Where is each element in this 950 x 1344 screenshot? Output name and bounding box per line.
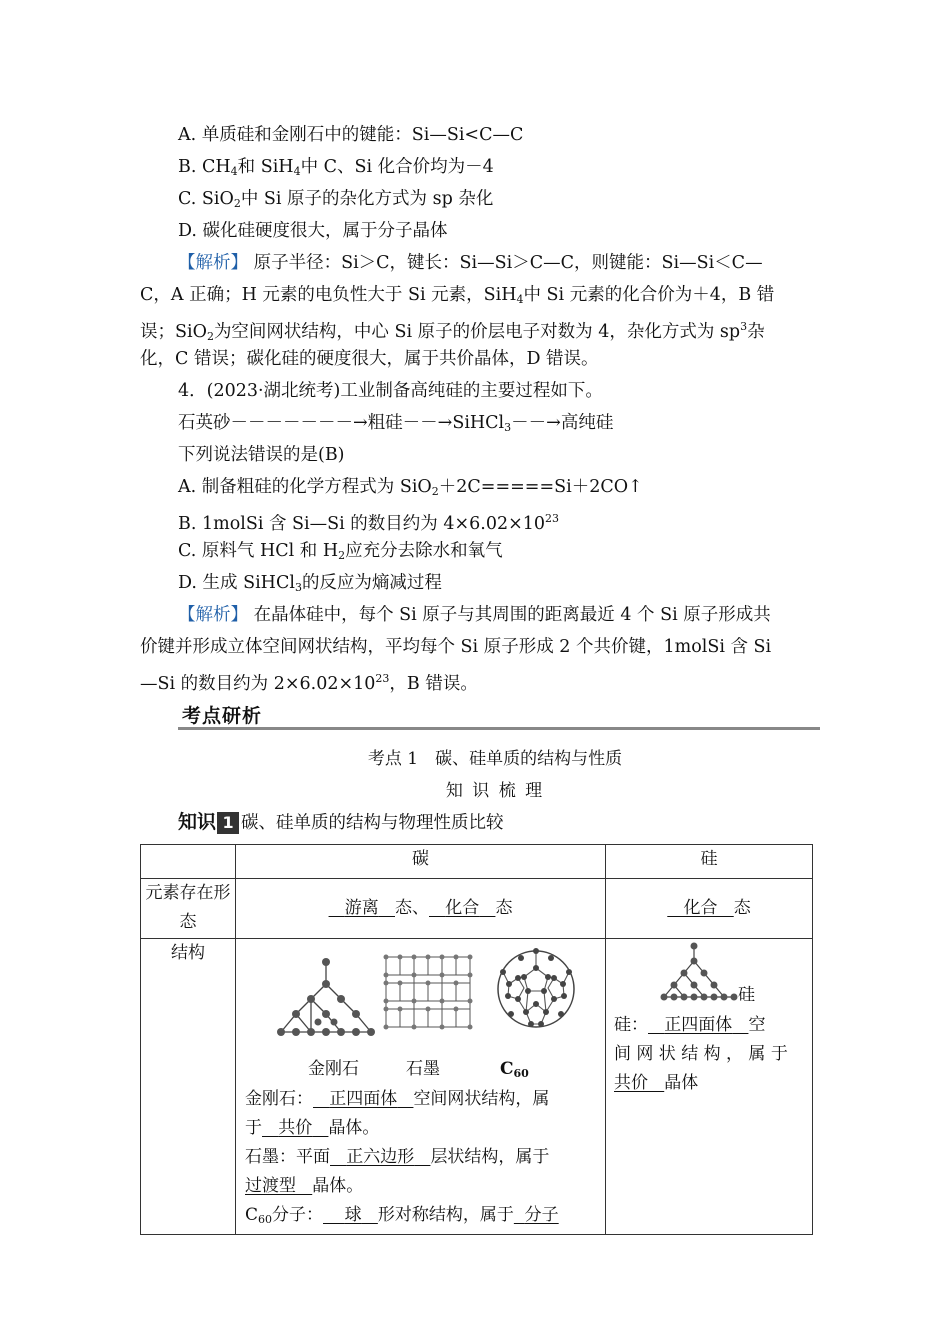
answer-blank: 过渡型 [245,1176,296,1196]
answer-blank: 正六边形 [346,1147,415,1167]
section-divider [178,727,820,730]
carbon-structure-text: 金刚石： 正四面体 空间网状结构，属 于 共价 晶体。 石墨：平面 正六边形 层状结构，属于 过渡型 晶体。 $C_{60}$分子： 球 形对称结构，属于 分子 [245,1089,559,1226]
jiexi-tag: 【解析】 [178,253,248,273]
header-silicon: 硅 [606,845,813,879]
section-title: 考点研析 [182,705,263,727]
q4-question: 下列说法错误的是(B) [178,445,345,465]
table-header-row [141,845,813,879]
q4-explanation-line1: 【解析】 在晶体硅中，每个 Si 原子与其周围的距离最近 4 个 Si 原子形成共 [178,605,771,625]
q4-stem: 4．(2023·湖北统考)工业制备高纯硅的主要过程如下。 [178,381,603,401]
q3-option-d: D. 碳化硅硬度很大，属于分子晶体 [178,221,448,241]
silicon-form-cell: 化合 态 [606,879,813,939]
q4-explanation-line2: 价键并形成立体空间网状结构，平均每个 Si 原子形成 2 个共价键，1molSi 含 Si [140,637,772,657]
answer-blank: 正四面体 [664,1015,733,1035]
caption-diamond: 金刚石 [308,1059,359,1079]
q3-explanation-line3: 误；SiO$_2$为空间网状结构，中心 Si 原子的价层电子对数为 4，杂化方式为 $sp^3$杂 [140,320,765,343]
answer-blank: 共价 [278,1118,313,1138]
q3-explanation-line2: C，A 正确；H 元素的电负性大于 Si 元素，SiH$_4$中 Si 元素的化合价为＋4，B 错 [140,285,775,306]
answer-blank: 球 [344,1205,362,1225]
q4-option-c: C. 原料气 HCl 和 $H_2$应充分去除水和氧气 [178,541,503,562]
answer-blank: 游离 [344,898,379,918]
q4-process-flow: 石英砂－－－－－－－→粗硅－－→SiHCl$_3$－－→高纯硅 [178,413,614,434]
q3-explanation-line1: 【解析】 原子半径：Si＞C，键长：Si—Si＞C—C，则键能：Si—Si＜C— [178,253,763,273]
row-label-form: 元素存在形态 [141,879,236,939]
caption-silicon: 硅 [738,985,755,1005]
caption-graphite: 石墨 [406,1059,440,1079]
carbon-structure-cell [236,939,606,1235]
q3-option-c: C. SiO$_2$中 Si 原子的杂化方式为 sp 杂化 [178,189,494,210]
knowledge-title: 碳、硅单质的结构与物理性质比较 [241,813,504,833]
comparison-table [140,844,813,1235]
caption-c60: $C_{60}$ [500,1059,529,1080]
knowledge-badge: 知识 1 碳、硅单质的结构与物理性质比较 [178,811,504,833]
silicon-structure-cell [606,939,813,1235]
table-row [141,939,813,1235]
q4-option-b: B. 1molSi 含 Si—Si 的数目约为 $4\times 6.02\times 10^{23}$ [178,512,560,534]
section-subtitle: 知 识 梳 理 [445,781,545,801]
knowledge-number: 1 [217,812,239,834]
q3-option-a: A. 单质硅和金刚石中的键能：Si—Si<C—C [178,125,524,145]
header-carbon: 碳 [236,845,606,879]
row-label-structure: 结构 [141,939,236,1235]
answer-blank: 化合 [445,898,480,918]
q4-option-a: A. 制备粗硅的化学方程式为 SiO$_2$＋2C=====Si＋2CO↑ [178,477,643,498]
c60-structure-image [491,944,581,1034]
section-point-title: 考点 1 碳、硅单质的结构与性质 [367,749,623,769]
diamond-structure-image [266,954,386,1049]
answer-blank: 正四面体 [329,1089,398,1109]
jiexi-tag: 【解析】 [178,605,248,625]
graphite-structure-image [378,951,478,1036]
answer-blank: 分子 [524,1205,559,1225]
answer-blank: 化合 [683,898,718,918]
table-corner-cell [141,845,236,879]
silicon-structure-text: 硅： 正四面体 空 间 网 状 结 构 ， 属 于 共价 晶体 [614,1015,788,1093]
q4-explanation-line3: —Si 的数目约为 $2\times 6.02\times 10^{23}$，B 错误。 [140,672,478,694]
carbon-form-cell: 游离 态、 化合 态 [236,879,606,939]
q3-explanation-line4: 化，C 错误；碳化硅的硬度很大，属于共价晶体，D 错误。 [140,349,599,369]
answer-blank: 共价 [614,1073,648,1093]
table-row [141,879,813,939]
q4-option-d: D. 生成 SiHCl$_3$的反应为熵减过程 [178,573,442,594]
q3-option-b: B. $CH_4$和 SiH$_4$中 C、Si 化合价均为－4 [178,157,494,178]
